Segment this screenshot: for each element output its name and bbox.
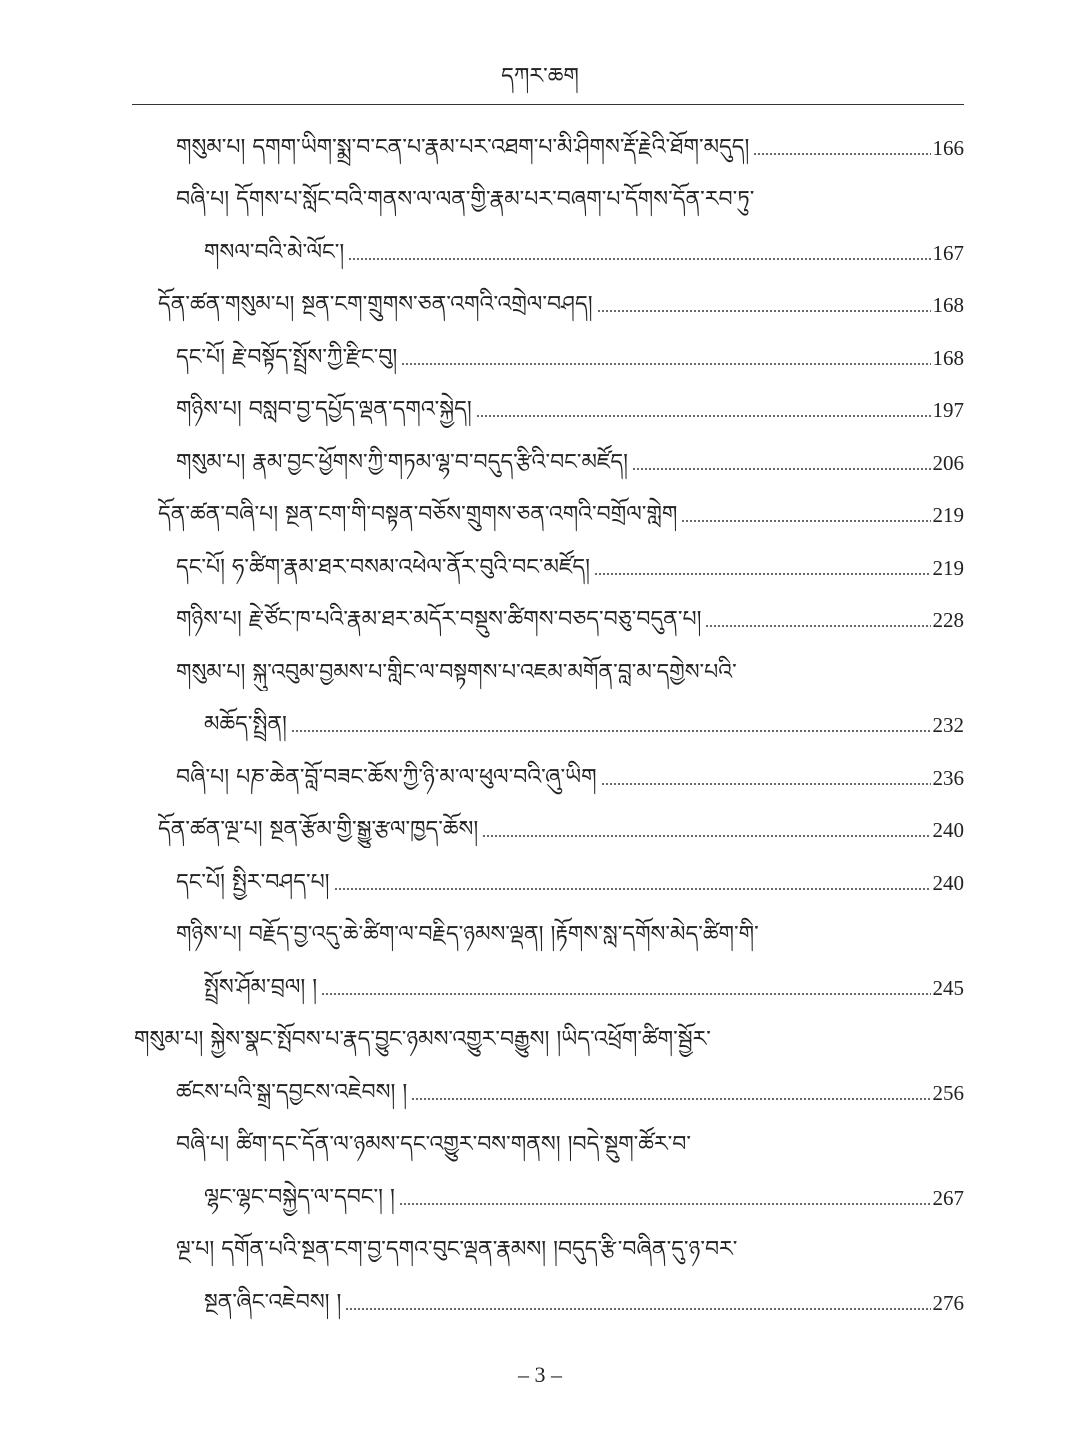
dot-leader	[705, 623, 930, 629]
dot-leader	[601, 781, 931, 787]
toc-entry-title: གསུམ་པ། དགག་ཡིག་སྨྲ་བ་ངན་པ་རྣམ་པར་འཐག་པ་མི་ཤིགས་རྡོ་རྗེའི་ཐོག་མདུད།	[176, 135, 750, 160]
toc-page-number: 197	[932, 398, 964, 422]
dot-leader	[348, 256, 930, 262]
toc-entry-title: བཞི་པ། པཎ་ཆེན་བློ་བཟང་ཆོས་ཀྱི་ཉི་མ་ལ་ཕུལ་བའི་ཞུ་ཡིག	[176, 765, 597, 790]
toc-entry[interactable]	[204, 235, 964, 271]
toc-entry-title: གསུམ་པ། རྣམ་བྱང་ཕྱོགས་ཀྱི་གཏམ་ལྷ་བ་བདུད་རྩིའི་བང་མཛོད།	[176, 450, 628, 475]
dot-leader	[399, 1201, 931, 1207]
dot-leader	[291, 728, 931, 734]
toc-entry-title[interactable]: གསུམ་པ། སྐུ་འབུམ་བྱམས་པ་གླིང་ལ་བསྟགས་པ་འཇམ་མགོན་བླ་མ་དགྱེས་པའི་	[176, 660, 737, 685]
page-number-footer: – 3 –	[518, 1362, 562, 1387]
header-divider	[132, 104, 964, 105]
toc-entry[interactable]	[176, 602, 964, 638]
dot-leader	[321, 991, 930, 997]
toc-page-number: 276	[932, 1291, 964, 1315]
toc-entry[interactable]	[176, 340, 964, 376]
toc-entry[interactable]	[176, 760, 964, 796]
toc-page-number: 245	[932, 976, 964, 1000]
toc-page-number: 240	[932, 818, 964, 842]
toc-entry[interactable]	[176, 130, 964, 166]
toc-entry-title: དང་པོ། སྤྱིར་བཤད་པ།	[176, 870, 330, 895]
toc-entry-title[interactable]: གཉིས་པ། བརྗོད་བྱ་འདུ་ཆེ་ཚིག་ལ་བརྗིད་ཉམས་ལྡན། །རྟོགས་སླ་དགོས་མེད་ཚིག་གི་	[176, 922, 759, 947]
toc-page-number: 167	[932, 241, 964, 265]
toc-entry-continuation: ལྷང་ལྷང་བསྐྱེད་ལ་དབང་། །	[204, 1185, 395, 1210]
toc-page-number: 168	[932, 346, 964, 370]
toc-page-number: 168	[932, 293, 964, 317]
toc-entry-title: གཉིས་པ། བསླབ་བྱ་དཔྱོད་ལྡན་དགའ་སྐྱེད།	[176, 397, 472, 422]
toc-page-number: 228	[932, 608, 964, 632]
toc-entry-continuation: མཆོད་སྤྲིན།	[204, 712, 287, 737]
toc-entry[interactable]	[158, 812, 964, 848]
toc-entry-continuation: སྔན་ཞིང་འཇེབས། །	[204, 1290, 342, 1315]
toc-page-number: 240	[932, 871, 964, 895]
toc-entry[interactable]	[204, 970, 964, 1006]
dot-leader	[753, 151, 930, 157]
toc-page-number: 166	[932, 136, 964, 160]
toc-entry-title[interactable]: གསུམ་པ། སྐྱེས་སྣང་སྤོབས་པ་རྣད་བྱུང་ཉམས་འགྱུར་བརྒྱུས། །ཡིད་འཕྲོག་ཚིག་སྦྱོར་	[134, 1027, 711, 1052]
dot-leader	[476, 413, 931, 419]
toc-entry-title[interactable]: བཞི་པ། དོགས་པ་སློང་བའི་གནས་ལ་ལན་གྱི་རྣམ་པར་བཞག་པ་དོགས་དོན་རབ་ཏུ་	[176, 187, 755, 212]
toc-entry-title: དང་པོ། ཧ་ཚིག་རྣམ་ཐར་བསམ་འཕེལ་ནོར་བུའི་བང་མཛོད།	[176, 555, 590, 580]
running-header: དཀར་ཆག	[501, 64, 579, 89]
toc-entry[interactable]	[176, 1075, 964, 1111]
toc-entry[interactable]	[176, 392, 964, 428]
dot-leader	[681, 518, 930, 524]
toc-entry[interactable]	[158, 497, 964, 533]
toc-entry[interactable]	[204, 1180, 964, 1216]
toc-entry-title: གཉིས་པ། རྗེ་ཙོང་ཁ་པའི་རྣམ་ཐར་མདོར་བསྡུས་ཚིགས་བཅད་བཅུ་བདུན་པ།	[176, 607, 702, 632]
dot-leader	[482, 833, 930, 839]
toc-entry-title: དོན་ཚན་བཞི་པ། སྔན་ངག་གི་བསྟན་བཅོས་གྲུགས་ཅན་འགའི་བགྲོལ་གླེག	[158, 502, 678, 527]
dot-leader	[632, 466, 931, 472]
dot-leader	[594, 571, 931, 577]
toc-entry[interactable]	[176, 865, 964, 901]
toc-page-number: 256	[932, 1081, 964, 1105]
toc-entry[interactable]	[204, 707, 964, 743]
toc-entry[interactable]	[176, 550, 964, 586]
toc-entry-continuation: ཚངས་པའི་སྒྲ་དབྱངས་འཇེབས། །	[176, 1080, 408, 1105]
toc-page-number: 206	[932, 451, 964, 475]
dot-leader	[345, 1306, 930, 1312]
toc-entry[interactable]	[176, 445, 964, 481]
toc-entry[interactable]	[158, 287, 964, 323]
toc-entry-title[interactable]: བཞི་པ། ཚིག་དང་དོན་ལ་ཉམས་དང་འགྱུར་བས་གནས། །བདེ་སྡུག་ཚོར་བ་	[176, 1132, 692, 1157]
toc-entry-title: དོན་ཚན་གསུམ་པ། སྔན་ངག་གྲུགས་ཅན་འགའི་འགྲེལ་བཤད།	[158, 292, 593, 317]
toc-entry-continuation: སྤྲོས་ཤོམ་བྲལ། །	[204, 975, 318, 1000]
dot-leader	[401, 361, 930, 367]
toc-page-number: 236	[932, 766, 964, 790]
toc-page-number: 232	[932, 713, 964, 737]
dot-leader	[411, 1096, 930, 1102]
toc-entry-continuation: གསལ་བའི་མེ་ལོང་།	[204, 240, 345, 265]
toc-entry[interactable]	[204, 1285, 964, 1321]
dot-leader	[597, 308, 931, 314]
toc-page-number: 267	[932, 1186, 964, 1210]
toc-entry-title: དང་པོ། རྗེ་བསྟོད་སྤྲོས་ཀྱི་རྫིང་བུ།	[176, 345, 398, 370]
toc-entry-title: དོན་ཚན་ལྔ་པ། སྔན་རྩོམ་གྱི་སྒྱུ་རྩལ་ཁྱད་ཆོས།	[158, 817, 479, 842]
toc-entry-title[interactable]: ལྔ་པ། དགོན་པའི་སྔན་ངག་བྱ་དགའ་བུང་ལྡན་རྣམས། །བདུད་རྩི་བཞིན་དུ་ཉ་བར་	[176, 1237, 738, 1262]
dot-leader	[334, 886, 931, 892]
toc-page-number: 219	[932, 556, 964, 580]
toc-page-number: 219	[932, 503, 964, 527]
